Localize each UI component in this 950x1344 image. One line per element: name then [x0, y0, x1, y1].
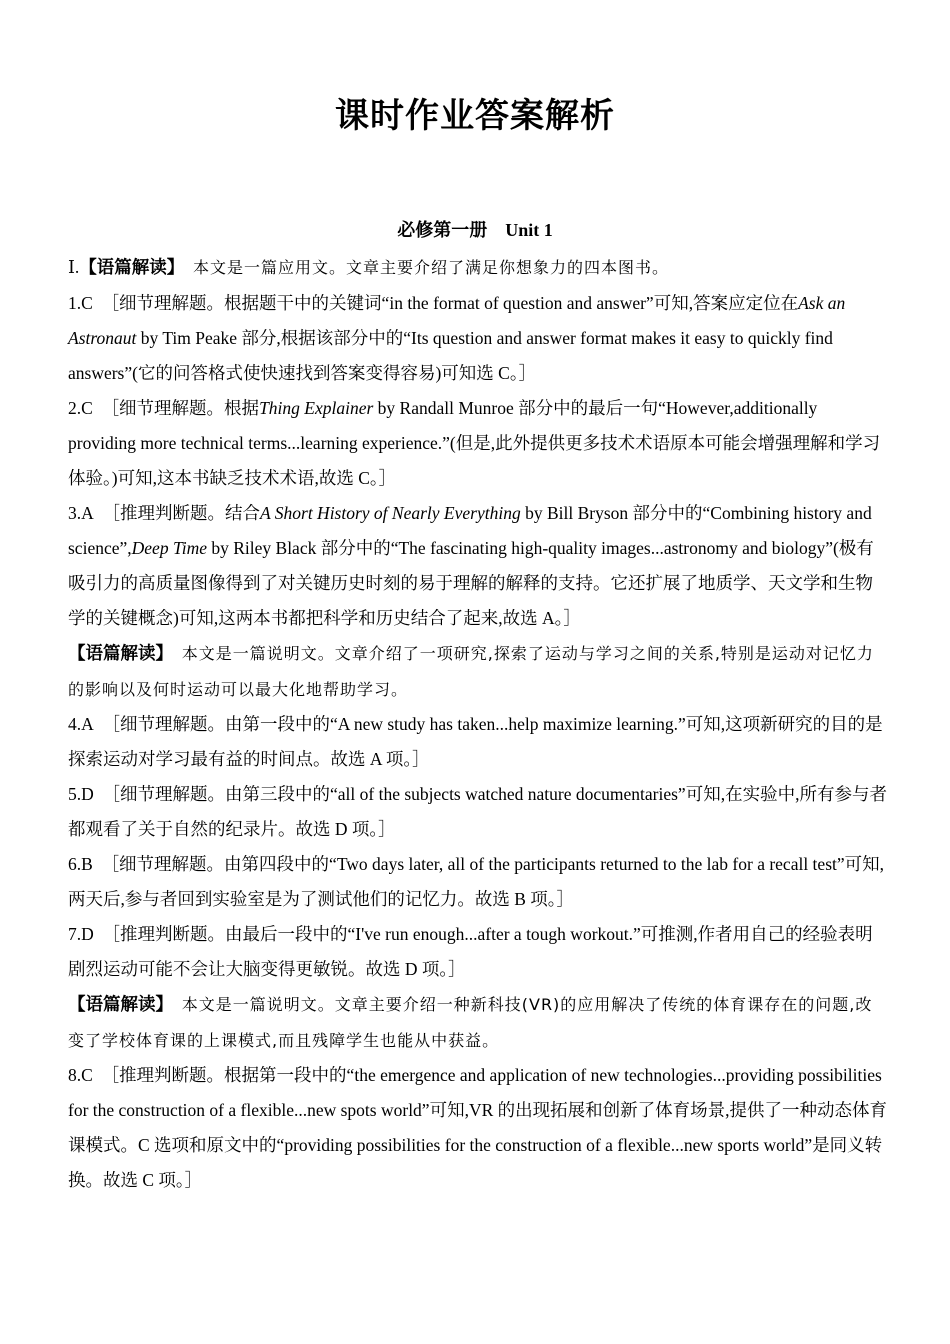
answer-number: 7.D [68, 924, 94, 944]
answer-text: ［细节理解题。根据题干中的关键词“in the format of question and answer”可知,答案应定位在 [101, 293, 799, 313]
answer-text: ［细节理解题。由第四段中的“Two days later, all of the participants returned to the lab for a recall test”可知,两天后,参与者回到实验室是为了测试他们的记忆力。故选 B 项。］ [68, 854, 885, 909]
book-title: A Short History of Nearly Everything [260, 503, 521, 523]
answer-item [68, 917, 888, 987]
answer-item [68, 286, 888, 391]
answer-item [68, 496, 888, 636]
passage-summary-text: 本文是一篇应用文。文章主要介绍了满足你想象力的四本图书。 [193, 258, 670, 277]
passage-summary [68, 636, 888, 707]
answer-text: ［推理判断题。根据第一段中的“the emergence and application of new technologies...providing possibilities for the construction of a flexible...new spots world”可知,VR 的出现拓展和创新了体育场景,提供了一种动态体育课模式。C 选项和原文中的“providing possibilities for the construction of a flexible...new sports world”是同义转换。故选 C 项。］ [68, 1065, 888, 1190]
passage-tag: 【语篇解读】 [68, 995, 173, 1015]
answer-item [68, 391, 888, 496]
answer-number: 3.A [68, 503, 94, 523]
page-title: 课时作业答案解析 [335, 96, 615, 136]
passage-tag: 【语篇解读】 [68, 644, 173, 664]
passage-tag: 【语篇解读】 [79, 258, 185, 278]
answer-text: ［推理判断题。结合 [102, 503, 261, 523]
answer-text: by Randall Munroe 部分中的最后一句“However,additionally providing more technical terms...learning experience.”(但是,此外提供更多技术术语原本可能会增强理解和学习体验。)可知,这本书缺乏技术术语,故选 C。］ [68, 398, 881, 488]
book-title: Deep Time [131, 538, 207, 558]
answer-text: by Bill Bryson 部分中的“Combining history and science”, [68, 503, 872, 558]
answer-text: by Tim Peake 部分,根据该部分中的“Its question and answer format makes it easy to quickly find answers”(它的问答格式使快速找到答案变得容易)可知选 C。］ [68, 328, 833, 383]
answer-number: 4.A [68, 714, 94, 734]
passage-summary-text: 本文是一篇说明文。文章主要介绍一种新科技(VR)的应用解决了传统的体育课存在的问题,改变了学校体育课的上课模式,而且残障学生也能从中获益。 [68, 995, 873, 1050]
answer-item [68, 707, 888, 777]
answer-number: 1.C [68, 293, 93, 313]
answer-text: ［细节理解题。由第三段中的“all of the subjects watched nature documentaries”可知,在实验中,所有参与者都观看了关于自然的纪录片。故选 D 项。］ [68, 784, 887, 839]
answer-number: 6.B [68, 854, 93, 874]
answer-item [68, 777, 888, 847]
passage-summary [68, 250, 888, 286]
answer-text: ［细节理解题。由第一段中的“A new study has taken...help maximize learning.”可知,这项新研究的目的是探索运动对学习最有益的时间点。故选 A 项。］ [68, 714, 883, 769]
section-number: Ⅰ. [68, 257, 80, 277]
answer-number: 8.C [68, 1065, 93, 1085]
passage-summary-text: 本文是一篇说明文。文章介绍了一项研究,探索了运动与学习之间的关系,特别是运动对记忆力的影响以及何时运动可以最大化地帮助学习。 [68, 644, 874, 699]
answer-number: 5.D [68, 784, 94, 804]
answer-body [68, 250, 888, 1198]
answer-text: ［推理判断题。由最后一段中的“I've run enough...after a tough workout.”可推测,作者用自己的经验表明剧烈运动可能不会让大脑变得更敏锐。故选 D 项。］ [68, 924, 873, 979]
answer-item [68, 847, 888, 917]
answer-text: by Riley Black 部分中的“The fascinating high-quality images...astronomy and biology”(极有吸引力的高质量图像得到了对关键历史时刻的易于理解的解释的支持。它还扩展了地质学、天文学和生物学的关键概念)可知,这两本书都把科学和历史结合了起来,故选 A。］ [68, 538, 874, 628]
passage-summary [68, 987, 888, 1058]
answer-number: 2.C [68, 398, 93, 418]
section-subtitle: 必修第一册 Unit 1 [397, 220, 553, 240]
answer-item [68, 1058, 888, 1198]
book-title: Ask an Astronaut [68, 293, 846, 348]
answer-text: ［细节理解题。根据 [101, 398, 260, 418]
book-title: Thing Explainer [259, 398, 374, 418]
